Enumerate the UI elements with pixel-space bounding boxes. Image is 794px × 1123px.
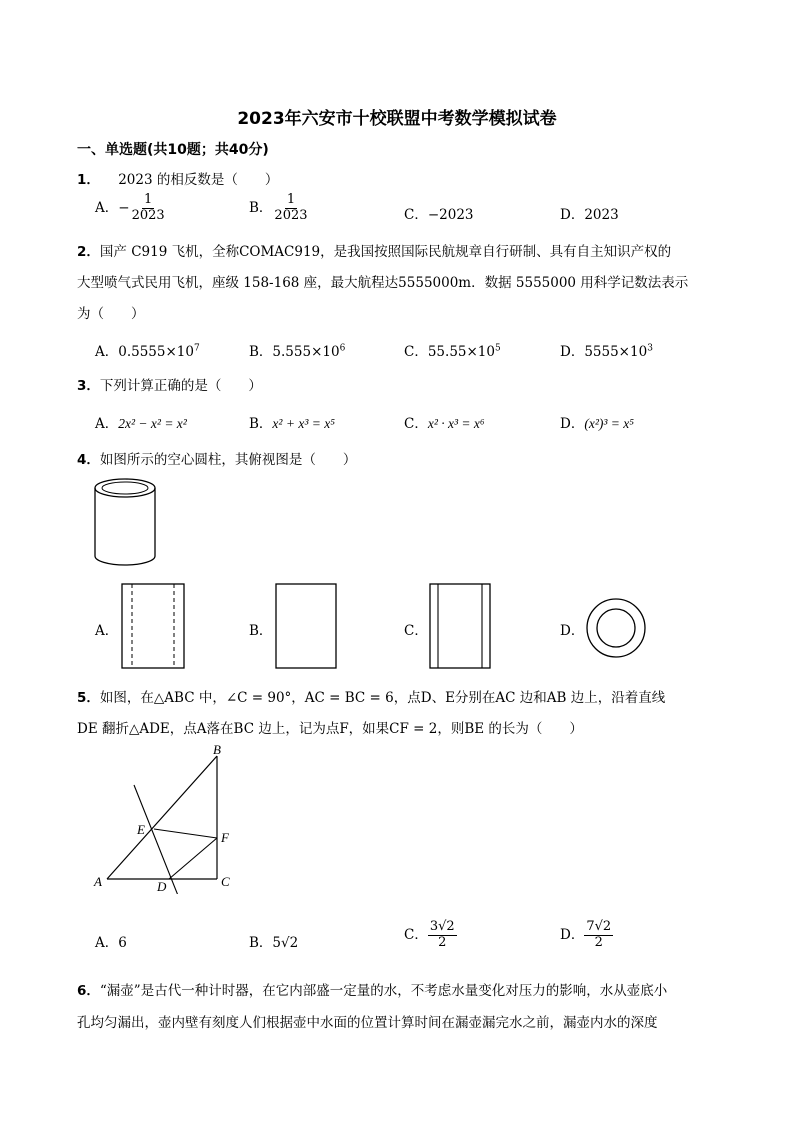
question-6 xyxy=(77,979,667,999)
question-text-line-1: 国产 C919 飞机，全称COMAC919，是我国按照国际民航规章自行研制、具有自主知识产权的 xyxy=(99,244,672,260)
question-number: 3． xyxy=(77,378,100,394)
minus-sign: − xyxy=(118,199,130,216)
q4-option-a-label: A． xyxy=(95,623,119,639)
option-label: A． xyxy=(95,199,119,216)
vertex-label-c: C xyxy=(221,874,230,889)
q2-option-d xyxy=(560,340,653,360)
exam-title: 2023年六安市十校联盟中考数学模拟试卷 xyxy=(237,109,557,129)
vertex-label-a: A xyxy=(94,874,102,889)
denominator: 2023 xyxy=(274,207,308,223)
question-text: 下列计算正确的是（ ） xyxy=(99,378,262,394)
question-2-line-3: 为（ ） xyxy=(77,306,145,322)
hollow-cylinder-figure xyxy=(90,474,160,570)
option-label: A． xyxy=(95,344,119,360)
option-label: B． xyxy=(249,935,273,951)
q3-option-b xyxy=(249,412,335,432)
option-text: 6 xyxy=(118,935,127,951)
option-label: D． xyxy=(560,416,585,432)
denominator: 2 xyxy=(594,934,603,950)
question-5-line-2: DE 翻折△ADE，点A落在BC 边上，记为点F，如果CF = 2，则BE 的长为（ ） xyxy=(77,721,583,737)
option-label: B． xyxy=(249,199,273,216)
numerator: 7√2 xyxy=(586,919,612,934)
q3-option-a xyxy=(95,412,187,432)
denominator: 2 xyxy=(438,934,447,950)
vertex-label-b: B xyxy=(213,742,221,757)
question-number: 5． xyxy=(77,690,100,706)
question-6-line-2: 孔均匀漏出，壶内壁有刻度人们根据壶中水面的位置计算时间在漏壶漏完水之前，漏壶内水的深度 xyxy=(77,1015,658,1031)
question-number: 6． xyxy=(77,983,100,999)
point-label-d: D xyxy=(157,879,167,894)
fraction xyxy=(428,920,457,951)
option-label: C． xyxy=(404,416,428,432)
option-text: 5555×10 xyxy=(584,344,648,360)
numerator: 1 xyxy=(286,192,296,207)
question-1 xyxy=(77,168,278,188)
q4-option-c-label: C． xyxy=(404,623,428,639)
numerator: 3√2 xyxy=(429,919,455,934)
question-text-line-1: 如图，在△ABC 中，∠C = 90°，AC = BC = 6，点D、E分别在AC 边和AB 边上，沿着直线 xyxy=(99,690,666,706)
question-4 xyxy=(77,448,356,468)
q4-option-b-figure xyxy=(274,582,338,670)
q4-option-b-label: B． xyxy=(249,623,273,639)
question-5 xyxy=(77,686,665,706)
question-text: 如图所示的空心圆柱，其俯视图是（ ） xyxy=(99,452,357,468)
exponent: 5 xyxy=(494,343,501,354)
denominator: 2023 xyxy=(131,207,165,223)
question-2-line-2: 大型喷气式民用飞机，座级 158-168 座，最大航程达5555000m．数据 5555000 用科学记数法表示 xyxy=(77,275,689,291)
fraction xyxy=(272,193,309,224)
question-text: 2023 的相反数是（ ） xyxy=(118,172,279,188)
option-label: B． xyxy=(249,416,273,432)
option-label: B． xyxy=(249,344,273,360)
q5-option-c xyxy=(404,920,457,951)
question-number: 4． xyxy=(77,452,100,468)
option-formula: 2x² − x² = x² xyxy=(118,416,187,431)
option-label: D． xyxy=(560,207,585,223)
q1-option-a xyxy=(95,193,167,224)
q1-option-c xyxy=(404,203,474,223)
option-label: C． xyxy=(404,926,428,943)
q3-option-d xyxy=(560,412,634,432)
point-label-f: F xyxy=(221,830,229,845)
option-text: 0.5555×10 xyxy=(118,344,194,360)
fraction xyxy=(584,920,613,951)
option-text: 2023 xyxy=(584,207,619,223)
question-3 xyxy=(77,374,262,394)
numerator: 1 xyxy=(143,192,153,207)
question-text-line-1: “漏壶”是古代一种计时器，在它内部盛一定量的水，不考虑水量变化对压力的影响，水从壶底小 xyxy=(99,983,668,999)
q4-option-d-label: D． xyxy=(560,623,585,639)
question-2 xyxy=(77,240,671,260)
exponent: 6 xyxy=(339,343,346,354)
option-text: 5√2 xyxy=(272,935,299,951)
q1-option-d xyxy=(560,203,619,223)
option-label: D． xyxy=(560,344,585,360)
option-text: 5.555×10 xyxy=(272,344,340,360)
option-text: −2023 xyxy=(427,207,474,223)
option-text: 55.55×10 xyxy=(427,344,495,360)
point-label-e: E xyxy=(137,822,145,837)
exponent: 7 xyxy=(193,343,200,354)
option-label: C． xyxy=(404,207,428,223)
exponent: 3 xyxy=(647,343,653,354)
triangle-fold-figure xyxy=(90,742,240,894)
question-number: 2． xyxy=(77,244,100,260)
option-formula: (x²)³ = x⁵ xyxy=(584,416,634,431)
q5-option-d xyxy=(560,920,613,951)
option-label: A． xyxy=(95,935,119,951)
section-heading: 一、单选题(共10题；共40分) xyxy=(77,142,269,158)
q2-option-b xyxy=(249,340,345,360)
q2-option-c xyxy=(404,340,501,360)
option-formula: x² · x³ = x⁶ xyxy=(427,416,485,431)
q5-option-a xyxy=(95,931,127,951)
q4-option-a-figure xyxy=(120,582,186,670)
option-label: C． xyxy=(404,344,428,360)
q3-option-c xyxy=(404,412,485,432)
fraction xyxy=(130,193,167,224)
q2-option-a xyxy=(95,340,200,360)
q4-option-d-figure xyxy=(584,596,648,660)
q4-option-c-figure xyxy=(428,582,492,670)
question-number: 1． xyxy=(77,172,100,188)
option-formula: x² + x³ = x⁵ xyxy=(272,416,335,431)
option-label: D． xyxy=(560,926,585,943)
q5-option-b xyxy=(249,931,298,951)
q1-option-b xyxy=(249,193,310,224)
option-label: A． xyxy=(95,416,119,432)
